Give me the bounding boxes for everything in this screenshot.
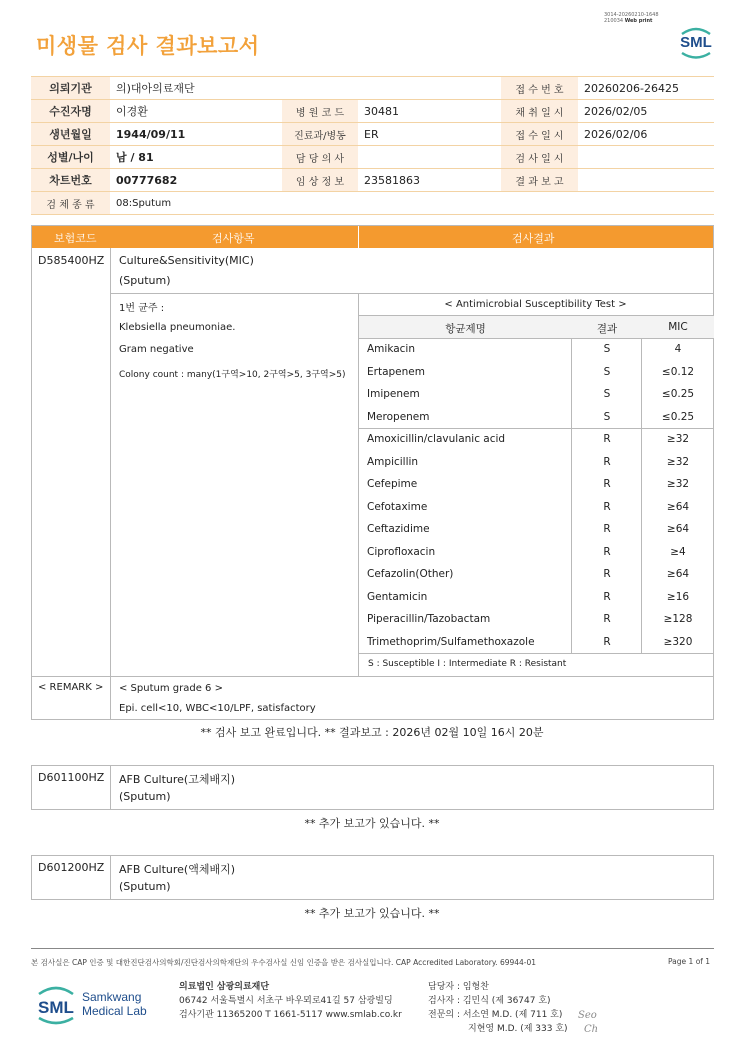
- antibiotic-mic: 4: [674, 343, 682, 355]
- antibiotic-mic: ≤0.12: [661, 365, 695, 378]
- antibiotic-result: R: [603, 635, 611, 648]
- remark-label: < REMARK >: [38, 682, 104, 693]
- test-specimen: (Sputum): [119, 274, 171, 287]
- staff-info: 담당자 : 임형찬 검사자 : 김민식 (제 36747 호) 전문의 : 서소연 M.D. (제 711 호) 지현영 M.D. (제 333 호): [428, 982, 568, 1034]
- antibiotic-mic: ≤0.25: [661, 410, 695, 423]
- hospital-code: 30481: [358, 100, 501, 123]
- afb-solid-name: AFB Culture(고체배지): [119, 773, 236, 786]
- antibiotic-result: S: [603, 365, 611, 378]
- request-org: 의)대아의료재단: [110, 77, 501, 100]
- afb-solid-specimen: (Sputum): [119, 790, 171, 803]
- colony-count: Colony count : many(1구역>10, 2구역>5, 3구역>5): [119, 370, 346, 380]
- antibiotic-result: R: [603, 545, 611, 558]
- antibiotic-name: Meropenem: [367, 410, 430, 423]
- antibiotic-name: Cefotaxime: [367, 500, 428, 513]
- receipt-date: 2026/02/06: [578, 123, 714, 146]
- antibiotic-result: R: [603, 433, 611, 445]
- afb-liquid-name: AFB Culture(액체배지): [119, 863, 236, 876]
- antibiotic-name: Ciprofloxacin: [367, 545, 436, 558]
- antibiotic-mic: ≥128: [663, 613, 693, 625]
- antibiotic-mic: ≥64: [666, 500, 690, 513]
- org-info: 의료법인 삼광의료재단 06742 서울특별시 서초구 바우뫼로41길 57 삼광빌딩 검사기관 11365200 T 1661-5117 www.smlab.co.kr: [179, 982, 402, 1020]
- antibiotic-row: [359, 406, 714, 429]
- receipt-no: 20260206-26425: [578, 77, 714, 100]
- antibiotic-row: [359, 608, 714, 631]
- test-code: D585400HZ: [38, 254, 105, 267]
- antibiotic-mic: ≥4: [670, 545, 686, 558]
- ast-title: < Antimicrobial Susceptibility Test >: [444, 299, 627, 310]
- signature-1: Seo: [578, 1010, 597, 1021]
- antibiotic-mic: ≥64: [666, 523, 690, 535]
- clinical-info: 23581863: [358, 169, 501, 192]
- antibiotic-result: R: [603, 478, 611, 490]
- birth-date: 1944/09/11: [110, 123, 282, 146]
- svg-text:Medical Lab: Medical Lab: [82, 1004, 147, 1018]
- antibiotic-row: [359, 518, 714, 541]
- antibiotic-row: [359, 631, 714, 654]
- antibiotic-name: Gentamicin: [367, 590, 428, 603]
- antibiotic-result: R: [603, 455, 611, 468]
- antibiotic-row: [359, 496, 714, 519]
- antibiotic-name: Piperacillin/Tazobactam: [367, 613, 491, 625]
- remark-detail: Epi. cell<10, WBC<10/LPF, satisfactory: [119, 703, 316, 714]
- antibiotic-mic: ≤0.25: [661, 388, 695, 400]
- page-title: 미생물 검사 결과보고서: [36, 34, 260, 58]
- afb-liquid-code: D601200HZ: [38, 861, 105, 874]
- antibiotic-row: [359, 541, 714, 564]
- antibiotic-name: Cefazolin(Other): [367, 568, 454, 580]
- afb-liquid-note: ** 추가 보고가 있습니다. **: [304, 907, 440, 920]
- antibiotic-mic: ≥320: [663, 635, 693, 648]
- antibiotic-row: [359, 586, 714, 609]
- sex-age: 남 / 81: [110, 146, 282, 169]
- antibiotic-name: Cefepime: [367, 478, 418, 490]
- test-date: [578, 146, 714, 169]
- department: ER: [358, 123, 501, 146]
- culture-result-box: [31, 225, 714, 720]
- antibiotic-result: S: [603, 410, 611, 423]
- antibiotic-name: Ertapenem: [367, 365, 425, 378]
- antibiotic-row: [359, 451, 714, 474]
- antibiotic-result: S: [603, 388, 611, 400]
- antibiotic-name: Ampicillin: [367, 455, 419, 468]
- chart-no: 00777682: [110, 169, 282, 192]
- print-id: 3014-20260210-1648 210034 Web print: [604, 12, 659, 24]
- antibiotic-row: [359, 563, 714, 586]
- sml-logo: [676, 26, 716, 66]
- antibiotic-row: [359, 428, 714, 451]
- afb-solid-code: D601100HZ: [38, 771, 105, 784]
- remark-grade: < Sputum grade 6 >: [119, 683, 223, 694]
- report-date: [578, 169, 714, 192]
- test-name: Culture&Sensitivity(MIC): [119, 254, 254, 267]
- antibiotic-row: [359, 338, 714, 361]
- doctor: [358, 146, 501, 169]
- result-header: 보험코드 검사항목 검사결과: [32, 226, 713, 248]
- antibiotic-mic: ≥32: [666, 433, 690, 445]
- antibiotic-result: R: [603, 523, 611, 535]
- antibiotic-result: R: [603, 613, 611, 625]
- svg-text:Samkwang: Samkwang: [82, 990, 142, 1004]
- organism-name: Klebsiella pneumoniae.: [119, 322, 236, 333]
- afb-liquid-specimen: (Sputum): [119, 880, 171, 893]
- collect-date: 2026/02/05: [578, 100, 714, 123]
- afb-solid-note: ** 추가 보고가 있습니다. **: [304, 817, 440, 830]
- antibiotic-result: R: [603, 500, 611, 513]
- ast-legend: S : Susceptible I : Intermediate R : Resistant: [368, 659, 567, 669]
- specimen-type: 08:Sputum: [110, 192, 714, 215]
- antibiotic-result: S: [603, 343, 611, 355]
- report-complete-text: ** 검사 보고 완료입니다. ** 결과보고 : 2026년 02월 10일 16시 20분: [200, 726, 544, 739]
- afb-liquid-box: [31, 855, 714, 900]
- antibiotic-mic: ≥64: [666, 568, 690, 580]
- antibiotic-name: Ceftazidime: [367, 523, 430, 535]
- svg-text:SML: SML: [680, 34, 712, 51]
- antibiotic-mic: ≥16: [666, 590, 690, 603]
- svg-text:SML: SML: [38, 998, 74, 1017]
- antibiotic-mic: ≥32: [666, 455, 690, 468]
- antibiotic-row: [359, 383, 714, 406]
- patient-info-table: 의뢰기관 의)대아의료재단 접 수 번 호 20260206-26425 수진자명 이경환 병 원 코 드 30481 채 취 일 시 2026/02/05 생년월일 1944/09/11 진료과/병동 ER 접 수 일 시 2026/02/06 성별/나이 남 / 81 담 당 의 사 검 사 일 시 차트번호 00777682 임 상 정 보 23581863 결 과 보 고 검 체 종 류 08:Sputum: [31, 76, 714, 215]
- antibiotic-name: Imipenem: [367, 388, 420, 400]
- antibiotic-name: Amikacin: [367, 343, 416, 355]
- ast-header-row: 항균제명 결과 MIC: [359, 316, 714, 338]
- gram-stain: Gram negative: [119, 344, 194, 355]
- antibiotic-result: R: [603, 568, 611, 580]
- antibiotic-name: Amoxicillin/clavulanic acid: [367, 433, 506, 445]
- accreditation-note: 본 검사실은 CAP 인증 및 대한진단검사의학회/진단검사의학재단의 우수검사실 신임 인증을 받은 검사실입니다. CAP Accredited Laboratory. 69944-01: [31, 958, 537, 967]
- afb-solid-box: [31, 765, 714, 810]
- page-number: Page 1 of 1: [668, 957, 711, 966]
- samkwang-logo: [36, 982, 156, 1032]
- organism-number: 1번 균주 :: [119, 303, 165, 314]
- antibiotic-row: [359, 473, 714, 496]
- antibiotic-row: [359, 361, 714, 384]
- antibiotic-name: Trimethoprim/Sulfamethoxazole: [367, 635, 535, 648]
- patient-name: 이경환: [110, 100, 282, 123]
- signature-2: Ch: [584, 1024, 599, 1035]
- antibiotic-result: R: [603, 590, 611, 603]
- antibiotic-mic: ≥32: [666, 478, 690, 490]
